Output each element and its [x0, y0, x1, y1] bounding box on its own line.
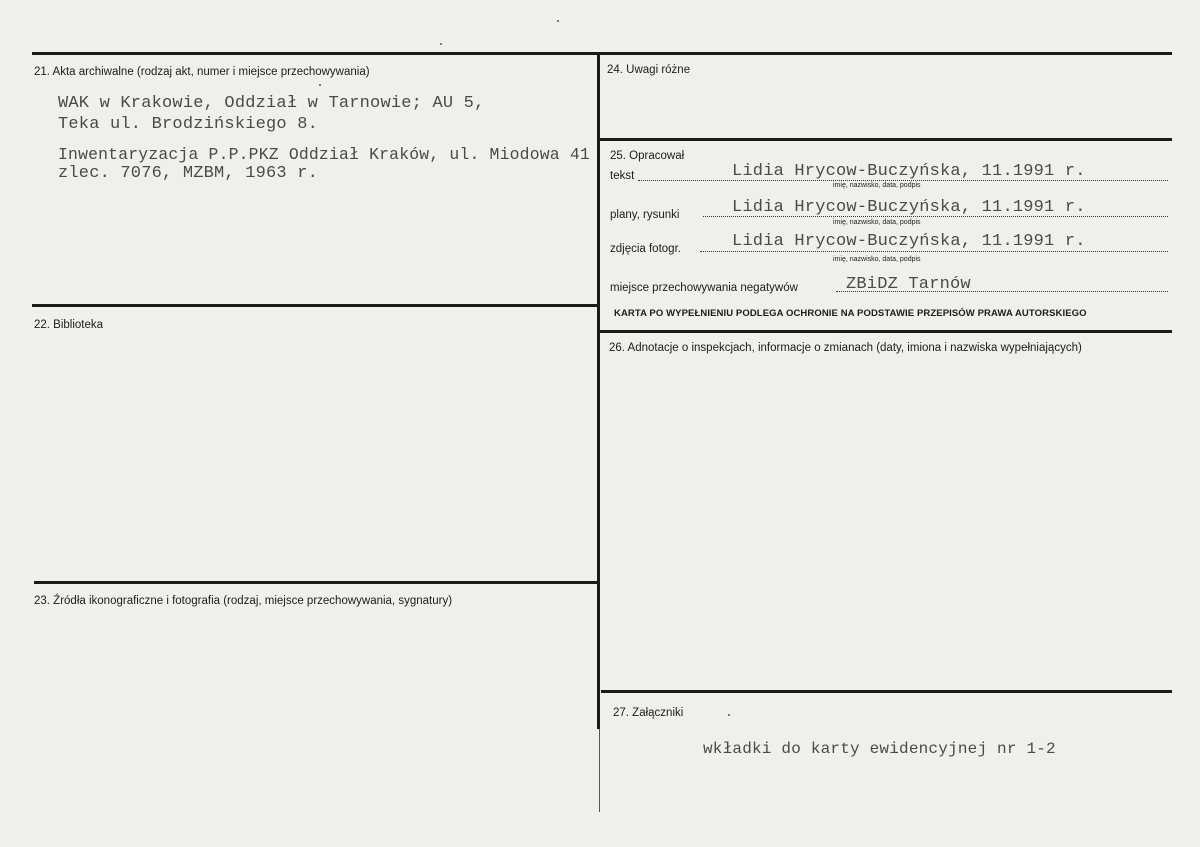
top-rule — [32, 52, 1172, 55]
author-row-plans-label: plany, rysunki — [610, 209, 680, 221]
scan-dot — [557, 20, 559, 22]
section-26-label: 26. Adnotacje o inspekcjach, informacje o zmianach (daty, imiona i nazwiska wypełniających) — [609, 342, 1082, 354]
author-row-text-hint: imię, nazwisko, data, podpis — [833, 182, 921, 189]
right-rule-26 — [598, 330, 1172, 333]
center-divider-lower — [599, 729, 600, 812]
scan-dot — [728, 714, 730, 716]
author-row-photos-value: Lidia Hrycow-Buczyńska, 11.1991 r. — [732, 232, 1086, 251]
author-row-photos-hint: imię, nazwisko, data, podpis — [833, 256, 921, 263]
section-21-line-3: Inwentaryzacja P.P.PKZ Oddział Kraków, ul. Miodowa 41 — [58, 145, 590, 164]
author-row-text-label: tekst — [610, 170, 635, 182]
section-25-label: 25. Opracował — [610, 150, 685, 162]
section-27-value: wkładki do karty ewidencyjnej nr 1-2 — [703, 740, 1056, 758]
section-21-label: 21. Akta archiwalne (rodzaj akt, numer i miejsce przechowywania) — [34, 66, 370, 78]
scan-dot — [440, 43, 442, 45]
right-rule-25 — [598, 138, 1172, 141]
section-24-label: 24. Uwagi różne — [607, 64, 691, 76]
author-row-plans-value: Lidia Hrycow-Buczyńska, 11.1991 r. — [732, 198, 1086, 217]
author-row-text-value: Lidia Hrycow-Buczyńska, 11.1991 r. — [732, 162, 1086, 181]
center-divider — [597, 54, 600, 729]
author-row-photos-line — [700, 251, 1168, 252]
left-rule-23 — [34, 581, 599, 584]
section-21-line-4: zlec. 7076, MZBM, 1963 r. — [58, 164, 319, 183]
right-rule-27 — [601, 690, 1172, 693]
author-row-photos-label: zdjęcia fotogr. — [610, 243, 681, 255]
section-21-line-2: Teka ul. Brodzińskiego 8. — [58, 115, 319, 134]
section-21-line-1: WAK w Krakowie, Oddział w Tarnowie; AU 5, — [58, 94, 485, 113]
section-23-label: 23. Źródła ikonograficzne i fotografia (rodzaj, miejsce przechowywania, sygnatury) — [34, 595, 453, 607]
copyright-notice: KARTA PO WYPEŁNIENIU PODLEGA OCHRONIE NA PODSTAWIE PRZEPISÓW PRAWA AUTORSKIEGO — [614, 308, 1087, 319]
section-22-label: 22. Biblioteka — [34, 319, 104, 331]
left-rule-22 — [32, 304, 598, 307]
scan-dot — [319, 84, 321, 86]
negatives-value: ZBiDZ Tarnów — [846, 275, 971, 294]
author-row-plans-hint: imię, nazwisko, data, podpis — [833, 219, 921, 226]
negatives-label: miejsce przechowywania negatywów — [610, 282, 798, 294]
section-27-label: 27. Załączniki — [613, 707, 684, 719]
